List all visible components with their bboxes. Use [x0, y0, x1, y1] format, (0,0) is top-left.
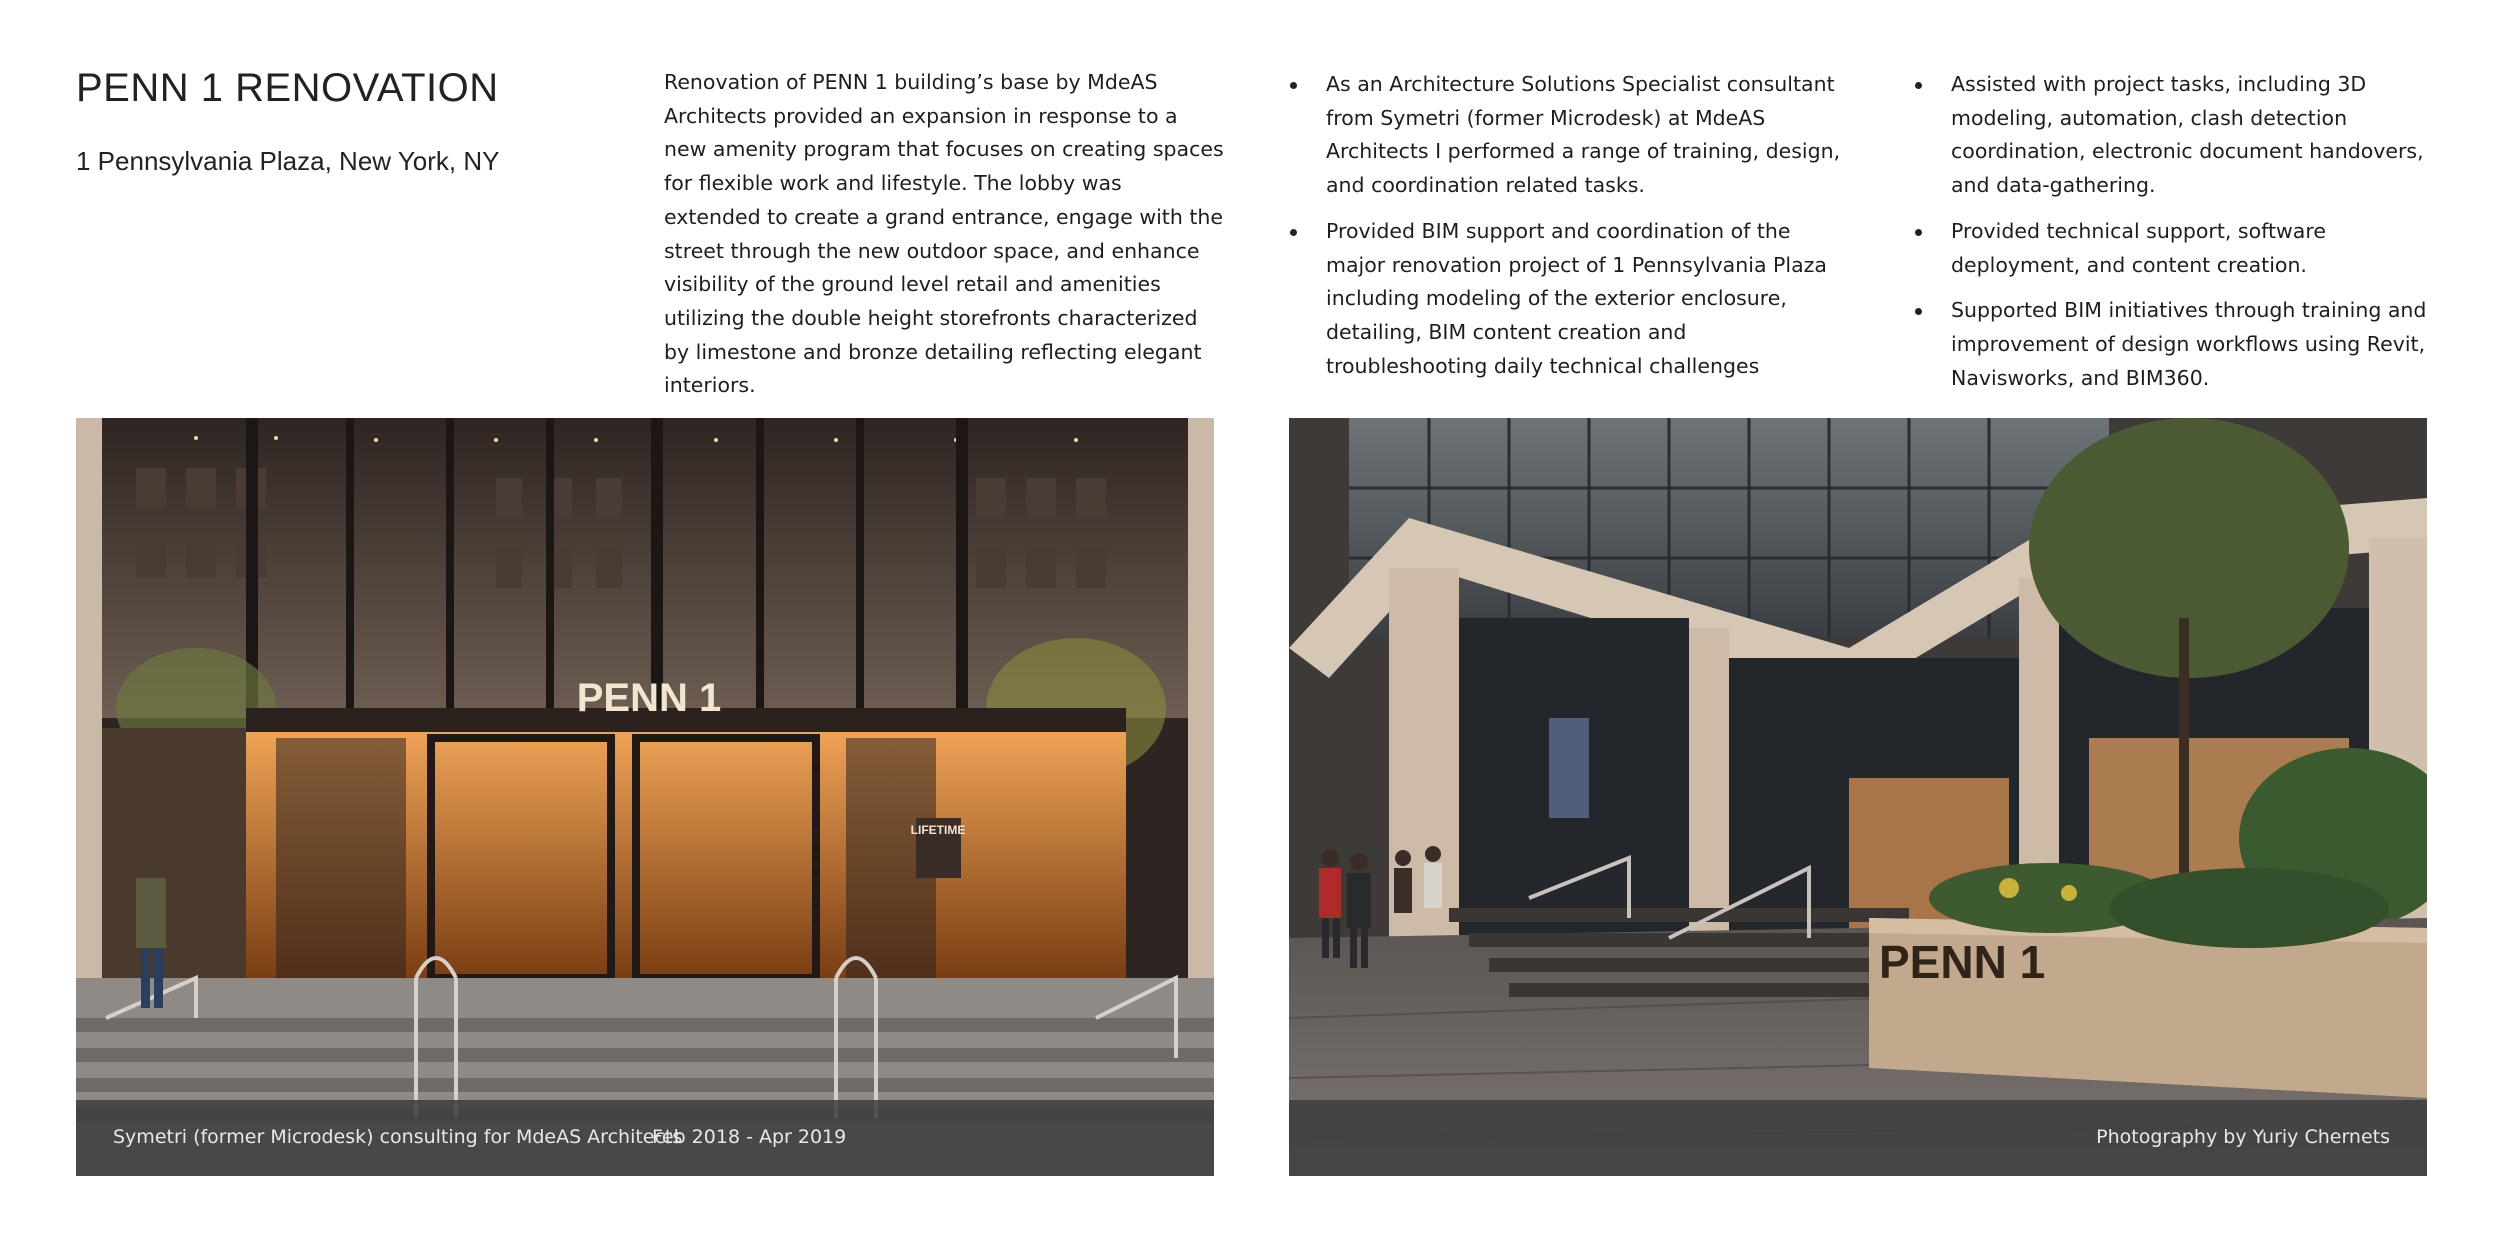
- bullet-icon: [1915, 82, 1922, 89]
- list-item-text: Provided technical support, software deployment, and content creation.: [1951, 218, 2326, 277]
- consulting-caption: Symetri (former Microdesk) consulting for MdeAS Architects: [113, 1126, 683, 1148]
- bullet-icon: [1290, 229, 1297, 236]
- date-range: Feb 2018 - Apr 2019: [652, 1126, 847, 1148]
- bullet-icon: [1915, 229, 1922, 236]
- plaza-photo-illustration: [1289, 418, 2427, 1176]
- bullet-icon: [1290, 82, 1297, 89]
- project-title: PENN 1 RENOVATION: [76, 66, 499, 110]
- responsibilities-list-b: [1913, 68, 2433, 407]
- list-item: [1288, 215, 1848, 384]
- list-item-text: As an Architecture Solutions Specialist consultant from Symetri (former Microdesk) at MdeAS Architects I performed a range of training, design, and coordination related tasks.: [1326, 72, 1841, 198]
- bullet-icon: [1915, 308, 1922, 315]
- responsibilities-list-a: [1288, 68, 1848, 395]
- entrance-sign: PENN 1: [576, 676, 722, 720]
- left-caption-bar: [76, 1100, 1214, 1176]
- storefront-sign: LIFETIME: [910, 823, 966, 837]
- project-address: 1 Pennsylvania Plaza, New York, NY: [76, 146, 500, 176]
- list-item-text: Assisted with project tasks, including 3D modeling, automation, clash detection coordination, electronic document handovers, and data-gathering.: [1951, 72, 2424, 198]
- list-item: [1288, 68, 1848, 203]
- project-description: Renovation of PENN 1 building’s base by MdeAS Architects provided an expansion in response to a new amenity program that focuses on creating spaces for flexible work and lifestyle. The lobby was extended to create a grand entrance, engage with the street through the new outdoor space, and enhance visibility of the ground level retail and amenities utilizing the double height storefronts characterized by limestone and bronze detailing reflecting elegant interiors.: [664, 70, 1224, 398]
- photo-credit: Photography by Yuriy Chernets: [2096, 1126, 2390, 1148]
- plaza-sign: PENN 1: [1879, 936, 2046, 988]
- entrance-photo-illustration: [76, 418, 1214, 1176]
- list-item-text: Provided BIM support and coordination of the major renovation project of 1 Pennsylvania Plaza including modeling of the exterior enclosure, detailing, BIM content creation and troubleshooting daily technical challenges: [1326, 218, 1827, 378]
- list-item: [1913, 215, 2433, 282]
- list-item: [1913, 294, 2433, 395]
- entrance-photo: [76, 418, 1214, 1176]
- list-item-text: Supported BIM initiatives through training and improvement of design workflows using Revit, Navisworks, and BIM360.: [1951, 298, 2427, 390]
- plaza-photo: [1289, 418, 2427, 1176]
- list-item: [1913, 68, 2433, 203]
- right-caption-bar: [1289, 1100, 2427, 1176]
